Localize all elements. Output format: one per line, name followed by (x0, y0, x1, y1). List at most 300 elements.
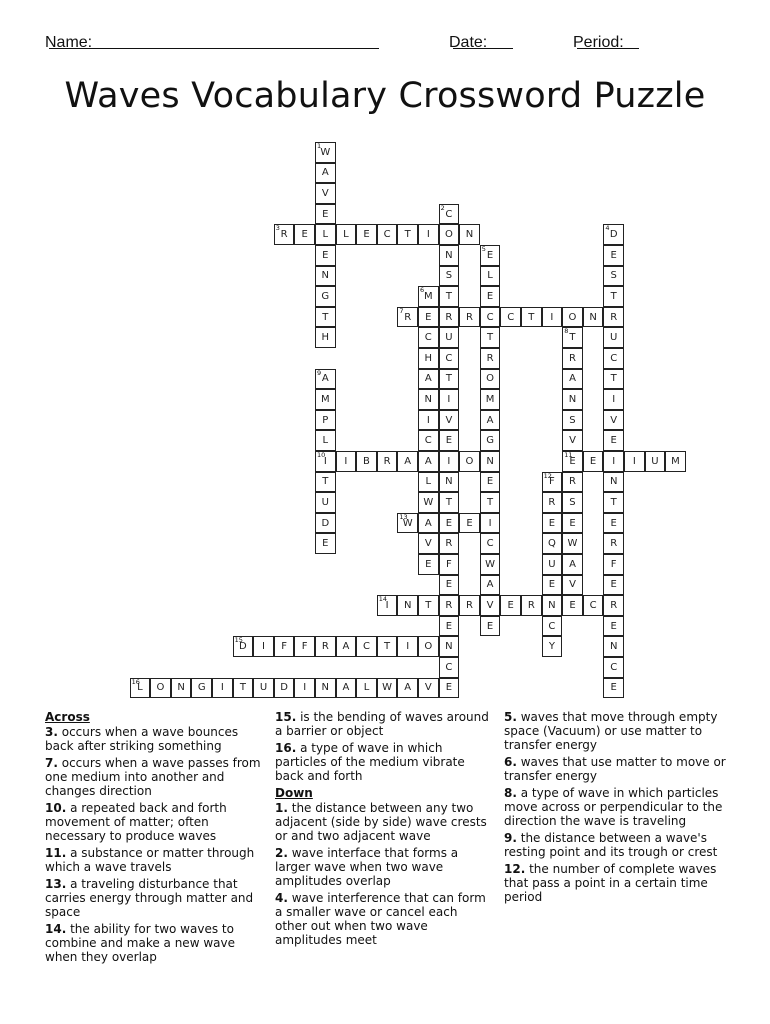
crossword-cell[interactable] (459, 224, 480, 245)
cell-letter: A (321, 167, 329, 179)
crossword-cell[interactable] (397, 451, 418, 472)
crossword-cell[interactable] (603, 327, 624, 348)
clue-number-label: 11. (45, 846, 67, 860)
crossword-cell[interactable] (603, 430, 624, 451)
crossword-cell[interactable] (418, 286, 439, 307)
cell-letter: G (197, 682, 206, 694)
cell-letter: E (425, 311, 432, 323)
cell-letter: N (403, 599, 412, 611)
crossword-cell[interactable] (418, 389, 439, 410)
cell-letter: E (322, 249, 329, 261)
clue-text: a type of wave in which particles move across or perpendicular to the direction the wave is traveling (504, 786, 723, 828)
cell-letter: I (447, 393, 451, 405)
crossword-cell[interactable] (336, 678, 357, 699)
cell-letter: V (424, 538, 432, 550)
crossword-cell[interactable] (480, 616, 501, 637)
clue-item (45, 756, 263, 798)
cell-letter: E (445, 517, 453, 529)
crossword-cell[interactable] (542, 616, 563, 637)
cell-letter: E (363, 229, 370, 241)
crossword-cell[interactable] (480, 472, 501, 493)
crossword-cell[interactable] (542, 595, 563, 616)
crossword-cell[interactable] (315, 369, 336, 390)
crossword-cell[interactable] (191, 678, 212, 699)
crossword-cell[interactable] (253, 678, 274, 699)
crossword-cell[interactable] (583, 595, 604, 616)
crossword-cell[interactable] (418, 554, 439, 575)
crossword-cell[interactable] (439, 575, 460, 596)
crossword-cell[interactable] (562, 389, 583, 410)
crossword-cell[interactable] (603, 575, 624, 596)
crossword-cell[interactable] (439, 636, 460, 657)
crossword-cell[interactable] (500, 595, 521, 616)
clue-number-label: 15. (275, 710, 297, 724)
cell-letter: R (321, 641, 329, 653)
clue-item (504, 831, 730, 859)
crossword-cell[interactable] (603, 348, 624, 369)
cell-letter: U (259, 682, 268, 694)
crossword-cell[interactable] (480, 554, 501, 575)
crossword-cell[interactable] (315, 163, 336, 184)
crossword-cell[interactable] (397, 595, 418, 616)
crossword-cell[interactable] (562, 472, 583, 493)
cell-letter: I (220, 682, 224, 694)
cell-letter: E (610, 249, 617, 261)
crossword-cell[interactable] (315, 430, 336, 451)
crossword-cell[interactable] (480, 575, 501, 596)
crossword-cell[interactable] (315, 327, 336, 348)
crossword-cell[interactable] (603, 657, 624, 678)
cell-letter: A (486, 414, 494, 426)
cell-letter: T (425, 599, 432, 611)
crossword-cell[interactable] (315, 533, 336, 554)
crossword-cell[interactable] (233, 678, 254, 699)
crossword-cell[interactable] (315, 204, 336, 225)
crossword-cell[interactable] (562, 410, 583, 431)
crossword-cell[interactable] (562, 575, 583, 596)
cell-letter: E (486, 290, 494, 302)
crossword-cell[interactable] (459, 451, 480, 472)
crossword-cell[interactable] (480, 513, 501, 534)
cell-letter: E (301, 229, 308, 241)
crossword-cell[interactable] (336, 636, 357, 657)
clue-number: 12 (543, 471, 552, 480)
cell-letter: R (610, 538, 618, 550)
crossword-cell[interactable] (562, 492, 583, 513)
crossword-cell[interactable] (377, 678, 398, 699)
crossword-cell[interactable] (439, 472, 460, 493)
crossword-cell[interactable] (294, 636, 315, 657)
crossword-cell[interactable] (212, 678, 233, 699)
crossword-cell[interactable] (542, 575, 563, 596)
crossword-cell[interactable] (542, 533, 563, 554)
down-heading: Down (275, 786, 313, 800)
crossword-cell[interactable] (603, 266, 624, 287)
cell-letter: M (485, 393, 495, 405)
crossword-cell[interactable] (418, 369, 439, 390)
clue-number-label: 12. (504, 862, 526, 876)
crossword-cell[interactable] (562, 513, 583, 534)
crossword-cell[interactable] (315, 472, 336, 493)
cell-letter: E (610, 682, 617, 694)
cell-letter: I (406, 641, 410, 653)
crossword-cell[interactable] (480, 369, 501, 390)
crossword-cell[interactable] (418, 513, 439, 534)
crossword-cell[interactable] (603, 533, 624, 554)
crossword-cell[interactable] (542, 492, 563, 513)
crossword-cell[interactable] (603, 554, 624, 575)
crossword-cell[interactable] (480, 348, 501, 369)
cell-letter: A (404, 455, 412, 467)
cell-letter: R (404, 311, 412, 323)
crossword-cell[interactable] (397, 513, 418, 534)
crossword-cell[interactable] (645, 451, 666, 472)
crossword-cell[interactable] (439, 410, 460, 431)
crossword-cell[interactable] (439, 389, 460, 410)
crossword-cell[interactable] (439, 204, 460, 225)
period-label: Period: (573, 34, 624, 51)
cell-letter: R (466, 599, 473, 611)
cell-letter: T (610, 373, 617, 385)
crossword-cell[interactable] (603, 369, 624, 390)
cell-letter: T (610, 290, 617, 302)
crossword-cell[interactable] (439, 286, 460, 307)
crossword-cell[interactable] (480, 430, 501, 451)
cell-letter: A (569, 558, 576, 570)
crossword-cell[interactable] (562, 369, 583, 390)
crossword-cell[interactable] (603, 389, 624, 410)
cell-letter: I (632, 455, 636, 467)
crossword-cell[interactable] (459, 595, 480, 616)
cell-letter: N (424, 393, 433, 405)
crossword-cell[interactable] (418, 348, 439, 369)
cell-letter: I (447, 455, 451, 467)
cell-letter: D (609, 229, 618, 241)
crossword-cell[interactable] (274, 224, 295, 245)
crossword-cell[interactable] (480, 266, 501, 287)
crossword-cell[interactable] (603, 636, 624, 657)
cell-letter: T (487, 332, 494, 344)
clue-item (275, 710, 493, 738)
crossword-cell[interactable] (315, 307, 336, 328)
crossword-cell[interactable] (315, 266, 336, 287)
crossword-cell[interactable] (418, 451, 439, 472)
crossword-cell[interactable] (562, 348, 583, 369)
cell-letter: T (569, 332, 576, 344)
crossword-cell[interactable] (603, 451, 624, 472)
cell-letter: G (486, 435, 494, 447)
across-heading: Across (45, 710, 90, 724)
crossword-cell[interactable] (253, 636, 274, 657)
crossword-cell[interactable] (356, 636, 377, 657)
cell-letter: T (610, 496, 617, 508)
crossword-cell[interactable] (439, 616, 460, 637)
crossword-cell[interactable] (603, 307, 624, 328)
clue-number-label: 1. (275, 801, 288, 815)
crossword-cell[interactable] (377, 636, 398, 657)
crossword-cell[interactable] (356, 224, 377, 245)
crossword-cell[interactable] (418, 492, 439, 513)
crossword-cell[interactable] (521, 307, 542, 328)
cell-letter: W (382, 682, 393, 694)
crossword-cell[interactable] (603, 410, 624, 431)
clue-number-label: 2. (275, 846, 288, 860)
clue-number-label: 9. (504, 831, 517, 845)
crossword-cell[interactable] (480, 245, 501, 266)
clue-text: waves that use matter to move or transfer energy (504, 755, 726, 783)
crossword-cell[interactable] (480, 307, 501, 328)
crossword-cell[interactable] (233, 636, 254, 657)
cell-letter: I (488, 517, 492, 529)
clue-number: 1 (317, 142, 322, 150)
cell-letter: N (445, 476, 453, 488)
cell-letter: L (363, 682, 370, 694)
crossword-cell[interactable] (521, 595, 542, 616)
clue-number: 14 (378, 595, 388, 604)
clue-number-label: 16. (275, 741, 297, 755)
clue-text: a substance or matter through which a wave travels (45, 846, 255, 874)
cell-letter: A (321, 373, 329, 385)
cell-letter: F (281, 641, 287, 653)
crossword-cell[interactable] (562, 430, 583, 451)
crossword-cell[interactable] (418, 636, 439, 657)
cell-letter: A (569, 373, 576, 385)
crossword-cell[interactable] (315, 678, 336, 699)
cell-letter: I (262, 641, 265, 653)
crossword-cell[interactable] (336, 451, 357, 472)
crossword-cell[interactable] (439, 533, 460, 554)
clue-number: 9 (317, 368, 322, 377)
crossword-cell[interactable] (315, 451, 336, 472)
crossword-cell[interactable] (377, 451, 398, 472)
crossword-cell[interactable] (480, 492, 501, 513)
crossword-cell[interactable] (562, 595, 583, 616)
crossword-cell[interactable] (356, 678, 377, 699)
crossword-cell[interactable] (356, 451, 377, 472)
crossword-cell[interactable] (315, 245, 336, 266)
crossword-cell[interactable] (397, 678, 418, 699)
crossword-cell[interactable] (315, 142, 336, 163)
crossword-cell[interactable] (418, 430, 439, 451)
cell-letter: S (445, 270, 453, 282)
crossword-cell[interactable] (480, 410, 501, 431)
cell-letter: E (569, 455, 576, 467)
clue-text: occurs when a wave passes from one medium into another and changes direction (45, 756, 261, 798)
cell-letter: V (486, 599, 494, 611)
crossword-cell[interactable] (603, 513, 624, 534)
cell-letter: M (671, 455, 680, 467)
crossword-cell[interactable] (377, 595, 398, 616)
crossword-cell[interactable] (439, 657, 460, 678)
cell-letter: E (569, 599, 576, 611)
cell-letter: W (320, 146, 331, 158)
crossword-cell[interactable] (603, 224, 624, 245)
crossword-cell[interactable] (439, 678, 460, 699)
crossword-cell[interactable] (603, 678, 624, 699)
cell-letter: C (383, 229, 391, 241)
crossword-cell[interactable] (480, 389, 501, 410)
crossword-cell[interactable] (603, 472, 624, 493)
crossword-cell[interactable] (439, 554, 460, 575)
crossword-cell[interactable] (274, 678, 295, 699)
crossword-cell[interactable] (603, 245, 624, 266)
clue-text: a traveling disturbance that carries energy through matter and space (45, 877, 254, 919)
cell-letter: N (465, 229, 474, 241)
crossword-cell[interactable] (480, 327, 501, 348)
cell-letter: E (466, 517, 473, 529)
crossword-cell[interactable] (603, 492, 624, 513)
crossword-cell[interactable] (418, 307, 439, 328)
crossword-cell[interactable] (171, 678, 192, 699)
crossword-cell[interactable] (150, 678, 171, 699)
crossword-cell[interactable] (315, 389, 336, 410)
cell-letter: N (609, 641, 618, 653)
cell-letter: D (321, 517, 330, 529)
cell-letter: S (569, 496, 576, 508)
crossword-cell[interactable] (397, 636, 418, 657)
crossword-cell[interactable] (439, 307, 460, 328)
crossword-cell[interactable] (480, 533, 501, 554)
crossword-cell[interactable] (542, 636, 563, 657)
crossword-cell[interactable] (418, 410, 439, 431)
clue-item (504, 786, 730, 828)
cell-letter: C (424, 332, 432, 344)
crossword-cell[interactable] (130, 678, 151, 699)
crossword-cell[interactable] (439, 595, 460, 616)
clue-number-label: 10. (45, 801, 67, 815)
cell-letter: T (445, 496, 452, 508)
crossword-cell[interactable] (439, 266, 460, 287)
clue-number: 6 (420, 286, 425, 295)
crossword-cell[interactable] (439, 327, 460, 348)
crossword-cell[interactable] (562, 451, 583, 472)
crossword-cell[interactable] (480, 451, 501, 472)
crossword-cell[interactable] (397, 307, 418, 328)
cell-letter: W (402, 517, 413, 529)
crossword-cell[interactable] (315, 513, 336, 534)
crossword-cell[interactable] (439, 369, 460, 390)
crossword-cell[interactable] (315, 636, 336, 657)
crossword-cell[interactable] (315, 224, 336, 245)
crossword-cell[interactable] (294, 678, 315, 699)
crossword-cell[interactable] (439, 451, 460, 472)
cell-letter: A (342, 641, 350, 653)
crossword-cell[interactable] (542, 554, 563, 575)
crossword-cell[interactable] (542, 472, 563, 493)
cell-letter: I (612, 393, 616, 405)
cell-letter: E (507, 599, 514, 611)
cell-letter: V (610, 414, 618, 426)
crossword-cell[interactable] (603, 595, 624, 616)
cell-letter: E (445, 435, 453, 447)
crossword-cell[interactable] (439, 348, 460, 369)
cell-letter: C (424, 435, 432, 447)
crossword-cell[interactable] (603, 616, 624, 637)
clue-item (504, 755, 730, 783)
cell-letter: O (465, 455, 474, 467)
crossword-cell[interactable] (562, 327, 583, 348)
crossword-cell[interactable] (315, 183, 336, 204)
crossword-cell[interactable] (439, 430, 460, 451)
cell-letter: U (548, 558, 556, 570)
cell-letter: Q (547, 538, 556, 550)
clue-number-label: 5. (504, 710, 517, 724)
crossword-cell[interactable] (377, 224, 398, 245)
crossword-cell[interactable] (418, 327, 439, 348)
crossword-cell[interactable] (418, 224, 439, 245)
cell-letter: C (610, 661, 618, 673)
cell-letter: L (322, 435, 329, 447)
crossword-cell[interactable] (603, 286, 624, 307)
crossword-cell[interactable] (439, 245, 460, 266)
crossword-cell[interactable] (562, 533, 583, 554)
crossword-cell[interactable] (294, 224, 315, 245)
cell-letter: T (384, 641, 391, 653)
crossword-cell[interactable] (542, 307, 563, 328)
cell-letter: F (549, 476, 555, 488)
clue-number: 11 (564, 451, 573, 459)
crossword-cell[interactable] (439, 513, 460, 534)
clue-item (45, 801, 263, 843)
crossword-cell[interactable] (562, 554, 583, 575)
crossword-cell[interactable] (480, 286, 501, 307)
crossword-cell[interactable] (274, 636, 295, 657)
cell-letter: N (321, 682, 330, 694)
cell-letter: O (486, 373, 495, 385)
crossword-cell[interactable] (315, 286, 336, 307)
cell-letter: C (486, 538, 494, 550)
crossword-cell[interactable] (418, 678, 439, 699)
cell-letter: I (385, 599, 389, 611)
cell-letter: W (423, 496, 434, 508)
cell-letter: W (567, 538, 578, 550)
crossword-cell[interactable] (418, 595, 439, 616)
clue-number-label: 3. (45, 725, 58, 739)
crossword-cell[interactable] (315, 492, 336, 513)
cell-letter: E (610, 579, 617, 591)
crossword-cell[interactable] (583, 451, 604, 472)
clue-number-label: 6. (504, 755, 517, 769)
clue-item (504, 862, 730, 904)
crossword-cell[interactable] (542, 513, 563, 534)
clue-number: 8 (564, 327, 569, 336)
crossword-cell[interactable] (336, 224, 357, 245)
crossword-cell[interactable] (418, 472, 439, 493)
cell-letter: E (548, 579, 556, 591)
crossword-cell[interactable] (624, 451, 645, 472)
crossword-cell[interactable] (397, 224, 418, 245)
crossword-cell[interactable] (418, 533, 439, 554)
cell-letter: T (322, 311, 329, 323)
cell-letter: V (445, 414, 453, 426)
crossword-cell[interactable] (459, 513, 480, 534)
cell-letter: I (550, 311, 554, 323)
cell-letter: E (445, 620, 453, 632)
crossword-cell[interactable] (500, 307, 521, 328)
crossword-cell[interactable] (480, 595, 501, 616)
cell-letter: O (424, 641, 433, 653)
cell-letter: E (589, 455, 597, 467)
crossword-cell[interactable] (665, 451, 686, 472)
crossword-cell[interactable] (562, 307, 583, 328)
crossword-cell[interactable] (439, 224, 460, 245)
cell-letter: R (445, 599, 453, 611)
clues-column-3 (504, 710, 730, 907)
crossword-cell[interactable] (439, 492, 460, 513)
crossword-cell[interactable] (315, 410, 336, 431)
crossword-cell[interactable] (583, 307, 604, 328)
crossword-cell[interactable] (459, 307, 480, 328)
